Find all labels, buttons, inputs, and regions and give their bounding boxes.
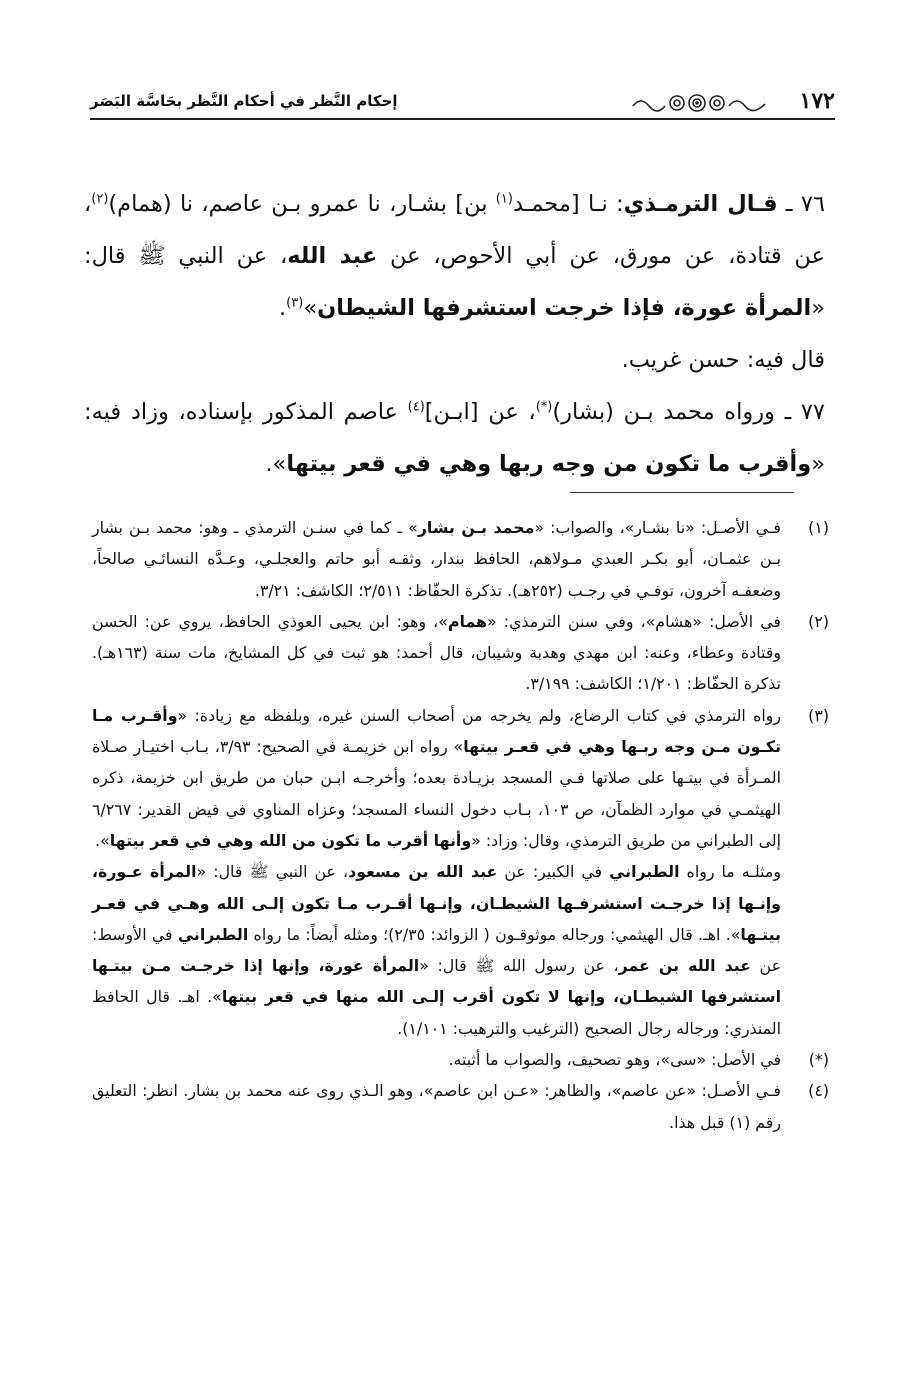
text-bold: وأنها أقرب ما تكون من الله وهي في قعر بيتها xyxy=(109,830,472,850)
text-segment: رواه الترمذي في كتاب الرضاع، ولم يخرجه من أصحاب السنن غيره، وبلفظه مع زيادة: « xyxy=(177,705,781,725)
text-segment: بن] بشـار، نا عمرو بـن عاصم، نا (همام) xyxy=(108,191,496,217)
text-bold: وأقـرب مـا تكـون مـن وجه ربـها وهي في قعـر بيتها xyxy=(92,705,781,757)
text-segment: ، عن قتادة، عن مورق، عن أبي الأحوص، عن xyxy=(84,191,825,269)
text-segment: » رواه ابن خزيمـة في الصحيح: ٣/٩٣، بـاب اختيـار صـلاة المـرأة في بيتـها على صلاتها فـي المسجد بزيـادة بعده؛ وأخرجـه ابـن حبان من طريق ابن خزيمة، ذكره الهيثمـي في موارد الظمآن، ص ١٠٣، بـاب دخول النساء المسجد؛ وعزاه المناوي في فيض القدير: ٦/٢٦٧ إلى الطبراني من طريق الترمذي، وقال: وزاد: « xyxy=(92,737,781,850)
footnote-number: (٢) xyxy=(808,611,829,631)
footnote-3 xyxy=(92,700,829,1044)
text-segment: ، عن النبي ﷺ قال: « xyxy=(196,862,349,882)
text-bold: همام xyxy=(447,611,487,631)
text-segment: ». xyxy=(265,451,287,477)
footnote-number: (٣) xyxy=(808,705,829,725)
text-bold: الطبراني xyxy=(609,862,680,882)
footnote-ref-1[interactable]: (١) xyxy=(495,191,513,207)
footnote-4 xyxy=(92,1075,829,1138)
text-segment: »، وهو: ابن يحيى العوذي الحافظ، يروي عن: الحسن وقتادة وعطاء، وعنه: ابن مهدي وهدبة وشيبان، قال أحمد: هو ثبت في كل المشايخ، مات سنة (١٦٣هـ). تذكرة الحفّاظ: ١/٢٠١؛ الكاشف: ٣/١٩٩. xyxy=(92,611,781,694)
text-segment: : نـا [محمـد xyxy=(512,191,624,217)
footnote-ref-2[interactable]: (٢) xyxy=(91,191,109,207)
header-ornament-icon xyxy=(631,92,771,114)
footnote-ref-star[interactable]: (*) xyxy=(535,399,553,415)
hadith-quote: وأقرب ما تكون من وجه ربها وهي في قعر بيتها xyxy=(286,451,812,477)
text-segment: في الأصل: «هشام»، وفي سنن الترمذي: « xyxy=(487,611,781,631)
footnote-paragraph xyxy=(92,700,781,856)
footnote-number: (١) xyxy=(808,518,829,537)
text-segment: في الأوسط: عن xyxy=(92,924,781,976)
hadith-76 xyxy=(84,178,825,334)
text-segment: . xyxy=(279,295,287,321)
page-number: ١٧٢ xyxy=(799,88,835,114)
text-bold: الطبراني xyxy=(177,924,249,944)
running-title: إحكام النَّظر في أحكام النَّظر بحَاسَّة البَصَر xyxy=(90,92,398,110)
footnote-ref-4[interactable]: (٤) xyxy=(407,399,425,415)
hadith-77 xyxy=(84,386,825,490)
text-segment: ». اهـ. قال الهيثمي: ورجاله موثوقـون ( الزوائد: ٢/٣٥)؛ ومثله أيضاً: ما رواه xyxy=(248,924,741,944)
grading-line: قال فيه: حسن غريب. xyxy=(621,347,825,373)
text-segment: » xyxy=(303,295,318,321)
footnote-star xyxy=(92,1044,829,1075)
text-segment: ومثلـه ما رواه xyxy=(679,862,781,882)
footnotes xyxy=(92,512,829,1138)
footnote-number: (٤) xyxy=(808,1081,829,1101)
footnote-1 xyxy=(92,512,829,606)
footnote-separator xyxy=(570,492,794,493)
narrator-abdullah: عبد الله xyxy=(287,243,378,269)
text-segment: فـي الأصـل: «نا بشـار»، والصواب: « xyxy=(534,518,781,537)
text-segment: ، عن [ابـن] xyxy=(424,399,536,425)
text-bold: المرأة عورة، وإنها إذا خرجـت مـن بيتـها استشرفها الشيطـان، وإنها لا تكون أقرب إلـى الله منها في قعر بيتها xyxy=(92,956,781,1007)
footnote-2 xyxy=(92,606,829,700)
page-header xyxy=(90,86,835,126)
header-rule xyxy=(90,118,835,120)
footnote-number: (*) xyxy=(808,1050,829,1070)
text-segment: في الأصل: «سى»، وهو تصحيف، والصواب ما أثبته. xyxy=(448,1050,781,1070)
text-segment: ». اهـ. قال الحافظ المنذري: ورجاله رجال الصحيح (الترغيب والترهيب: ١/١٠١). xyxy=(92,987,781,1038)
text-segment: ». xyxy=(95,830,110,850)
text-bold: محمد بـن بشار xyxy=(417,518,535,537)
text-bold: المرأة عـورة، وإنـها إذا خرجـت استشرفـها الشيطـان، وإنـها أقـرب مـا تكون إلـى الله وهـي في قعـر بيتـها xyxy=(92,862,781,944)
footnote-ref-3[interactable]: (٣) xyxy=(286,295,304,311)
text-segment: ، عن رسول الله ﷺ قال: « xyxy=(419,956,619,976)
text-bold: عبد الله بن عمر xyxy=(618,956,751,976)
text-segment: فـي الأصـل: «عن عاصم»، والظاهر: «عـن ابن عاصم»، وهو الـذي روى عنه محمد بن بشار. انظر: التعليق رقم (١) قبل هذا. xyxy=(92,1081,781,1132)
text-segment: عاصم المذكور بإسناده، وزاد فيه: « xyxy=(84,399,825,477)
footnote-paragraph xyxy=(92,856,781,1044)
text-segment: » ـ كما في سنـن الترمذي ـ وهو: محمد بـن بشار بـن عثمـان، أبو بكـر العبدي مـولاهم، الحافظ بندار، وثقـه أبو حاتم والعجلـي، وعـدَّه النسائـي صالحاً، وضعفـه آخرون، توفـي في رجـب (٢٥٢هـ). تذكرة الحفّاظ: ٢/٥١١؛ الكاشف: ٣/٢١. xyxy=(92,518,781,600)
text-segment: في الكبير: عن xyxy=(497,862,610,882)
text-bold: عبد الله بن مسعود xyxy=(348,862,498,882)
hadith-quote: المرأة عورة، فإذا خرجت استشرفها الشيطان xyxy=(317,295,812,321)
text-segment: ، عن النبي ﷺ قال: « xyxy=(84,243,825,321)
text-segment: ٧٧ ـ ورواه محمد بـن (بشار) xyxy=(552,399,825,425)
narrator-tirmidhi: قـال الترمـذي xyxy=(623,191,778,217)
main-text xyxy=(84,178,825,490)
hadith-number: ٧٦ ـ xyxy=(777,191,826,217)
